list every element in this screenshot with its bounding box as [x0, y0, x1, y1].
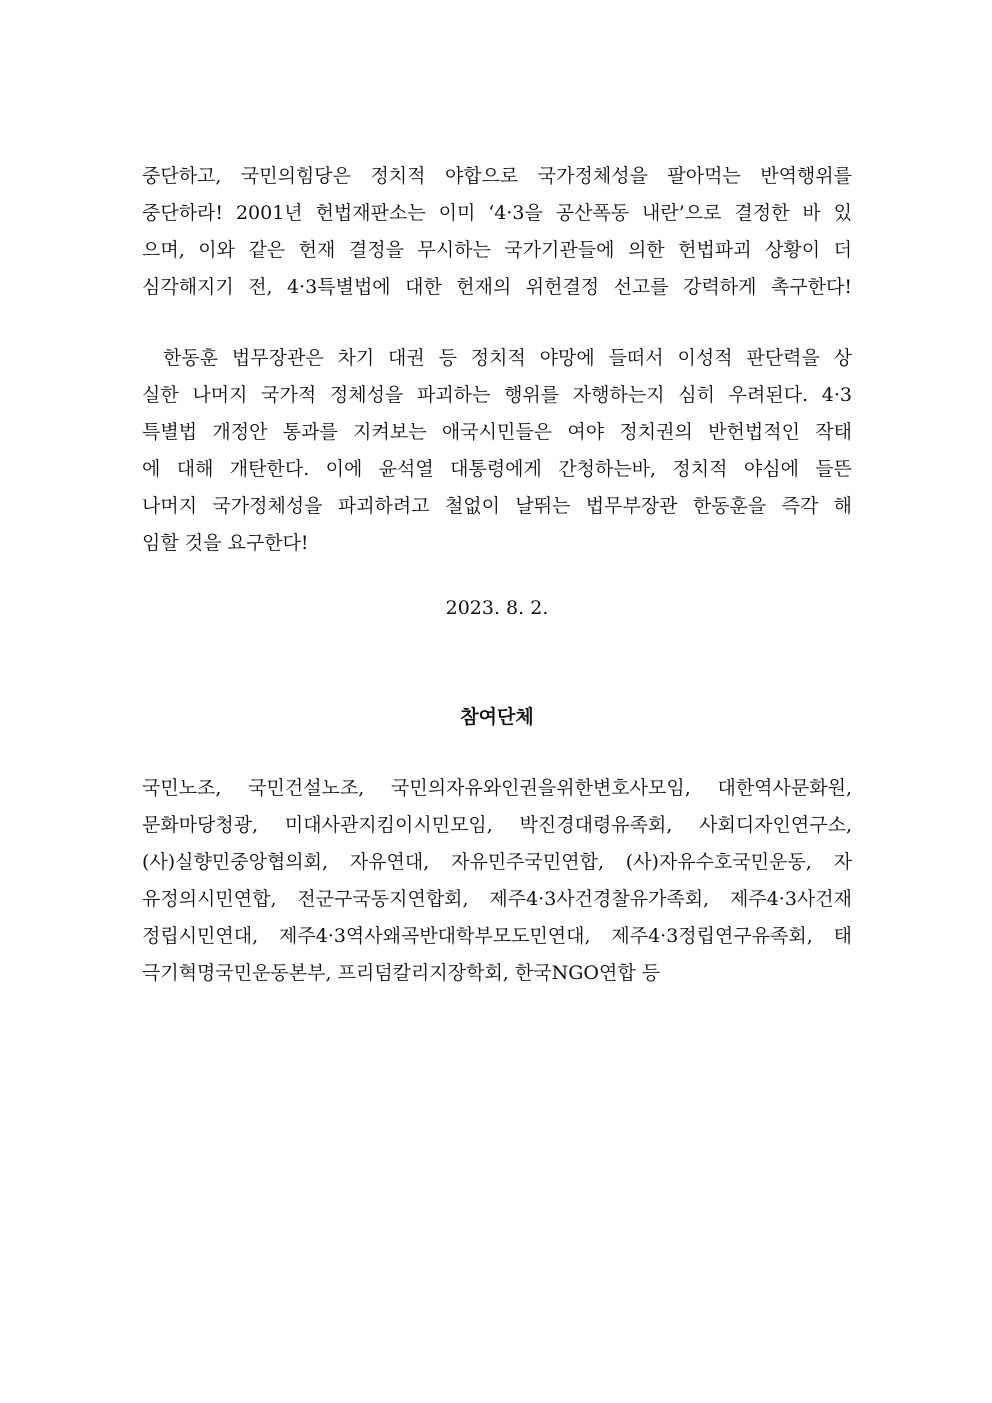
participants-line-1: 국민노조, 국민건설노조, 국민의자유와인권을위한변호사모임, 대한역사문화원,	[142, 777, 852, 799]
participants-heading: 참여단체	[460, 706, 534, 728]
paragraph-1-line-4: 심각해지기 전, 4·3특별법에 대한 헌재의 위헌결정 선고를 강력하게 촉구한다!	[142, 276, 852, 298]
paragraph-2-line-4: 에 대해 개탄한다. 이에 윤석열 대통령에게 간청하는바, 정치적 야심에 들뜬	[142, 458, 852, 480]
paragraph-1-line-2: 중단하라! 2001년 헌법재판소는 이미 ‘4·3을 공산폭동 내란’으로 결정한 바 있	[142, 202, 852, 224]
participants-line-5: 정립시민연대, 제주4·3역사왜곡반대학부모도민연대, 제주4·3정립연구유족회, 태	[142, 925, 852, 947]
paragraph-2-line-2: 실한 나머지 국가적 정체성을 파괴하는 행위를 자행하는지 심히 우려된다. 4·3	[142, 384, 852, 406]
paragraph-2-line-6: 임할 것을 요구한다!	[142, 532, 309, 554]
paragraph-1-line-1: 중단하고, 국민의힘당은 정치적 야합으로 국가정체성을 팔아먹는 반역행위를	[142, 165, 852, 187]
paragraph-2-line-5: 나머지 국가정체성을 파괴하려고 철없이 날뛰는 법무부장관 한동훈을 즉각 해	[142, 495, 852, 517]
document-date: 2023. 8. 2.	[445, 597, 549, 619]
participants-line-2: 문화마당청광, 미대사관지킴이시민모임, 박진경대령유족회, 사회디자인연구소,	[142, 814, 852, 836]
document-page	[142, 0, 852, 1403]
participants-line-3: (사)실향민중앙협의회, 자유연대, 자유민주국민연합, (사)자유수호국민운동, 자	[142, 851, 852, 873]
participants-line-6: 극기혁명국민운동본부, 프리덤칼리지장학회, 한국NGO연합 등	[142, 962, 661, 984]
paragraph-2-line-3: 특별법 개정안 통과를 지켜보는 애국시민들은 여야 정치권의 반헌법적인 작태	[142, 421, 852, 443]
participants-line-4: 유정의시민연합, 전군구국동지연합회, 제주4·3사건경찰유가족회, 제주4·3사건재	[142, 888, 852, 910]
paragraph-2-line-1: 한동훈 법무장관은 차기 대권 등 정치적 야망에 들떠서 이성적 판단력을 상	[163, 347, 852, 369]
paragraph-1-line-3: 으며, 이와 같은 헌재 결정을 무시하는 국가기관들에 의한 헌법파괴 상황이 더	[142, 239, 852, 261]
